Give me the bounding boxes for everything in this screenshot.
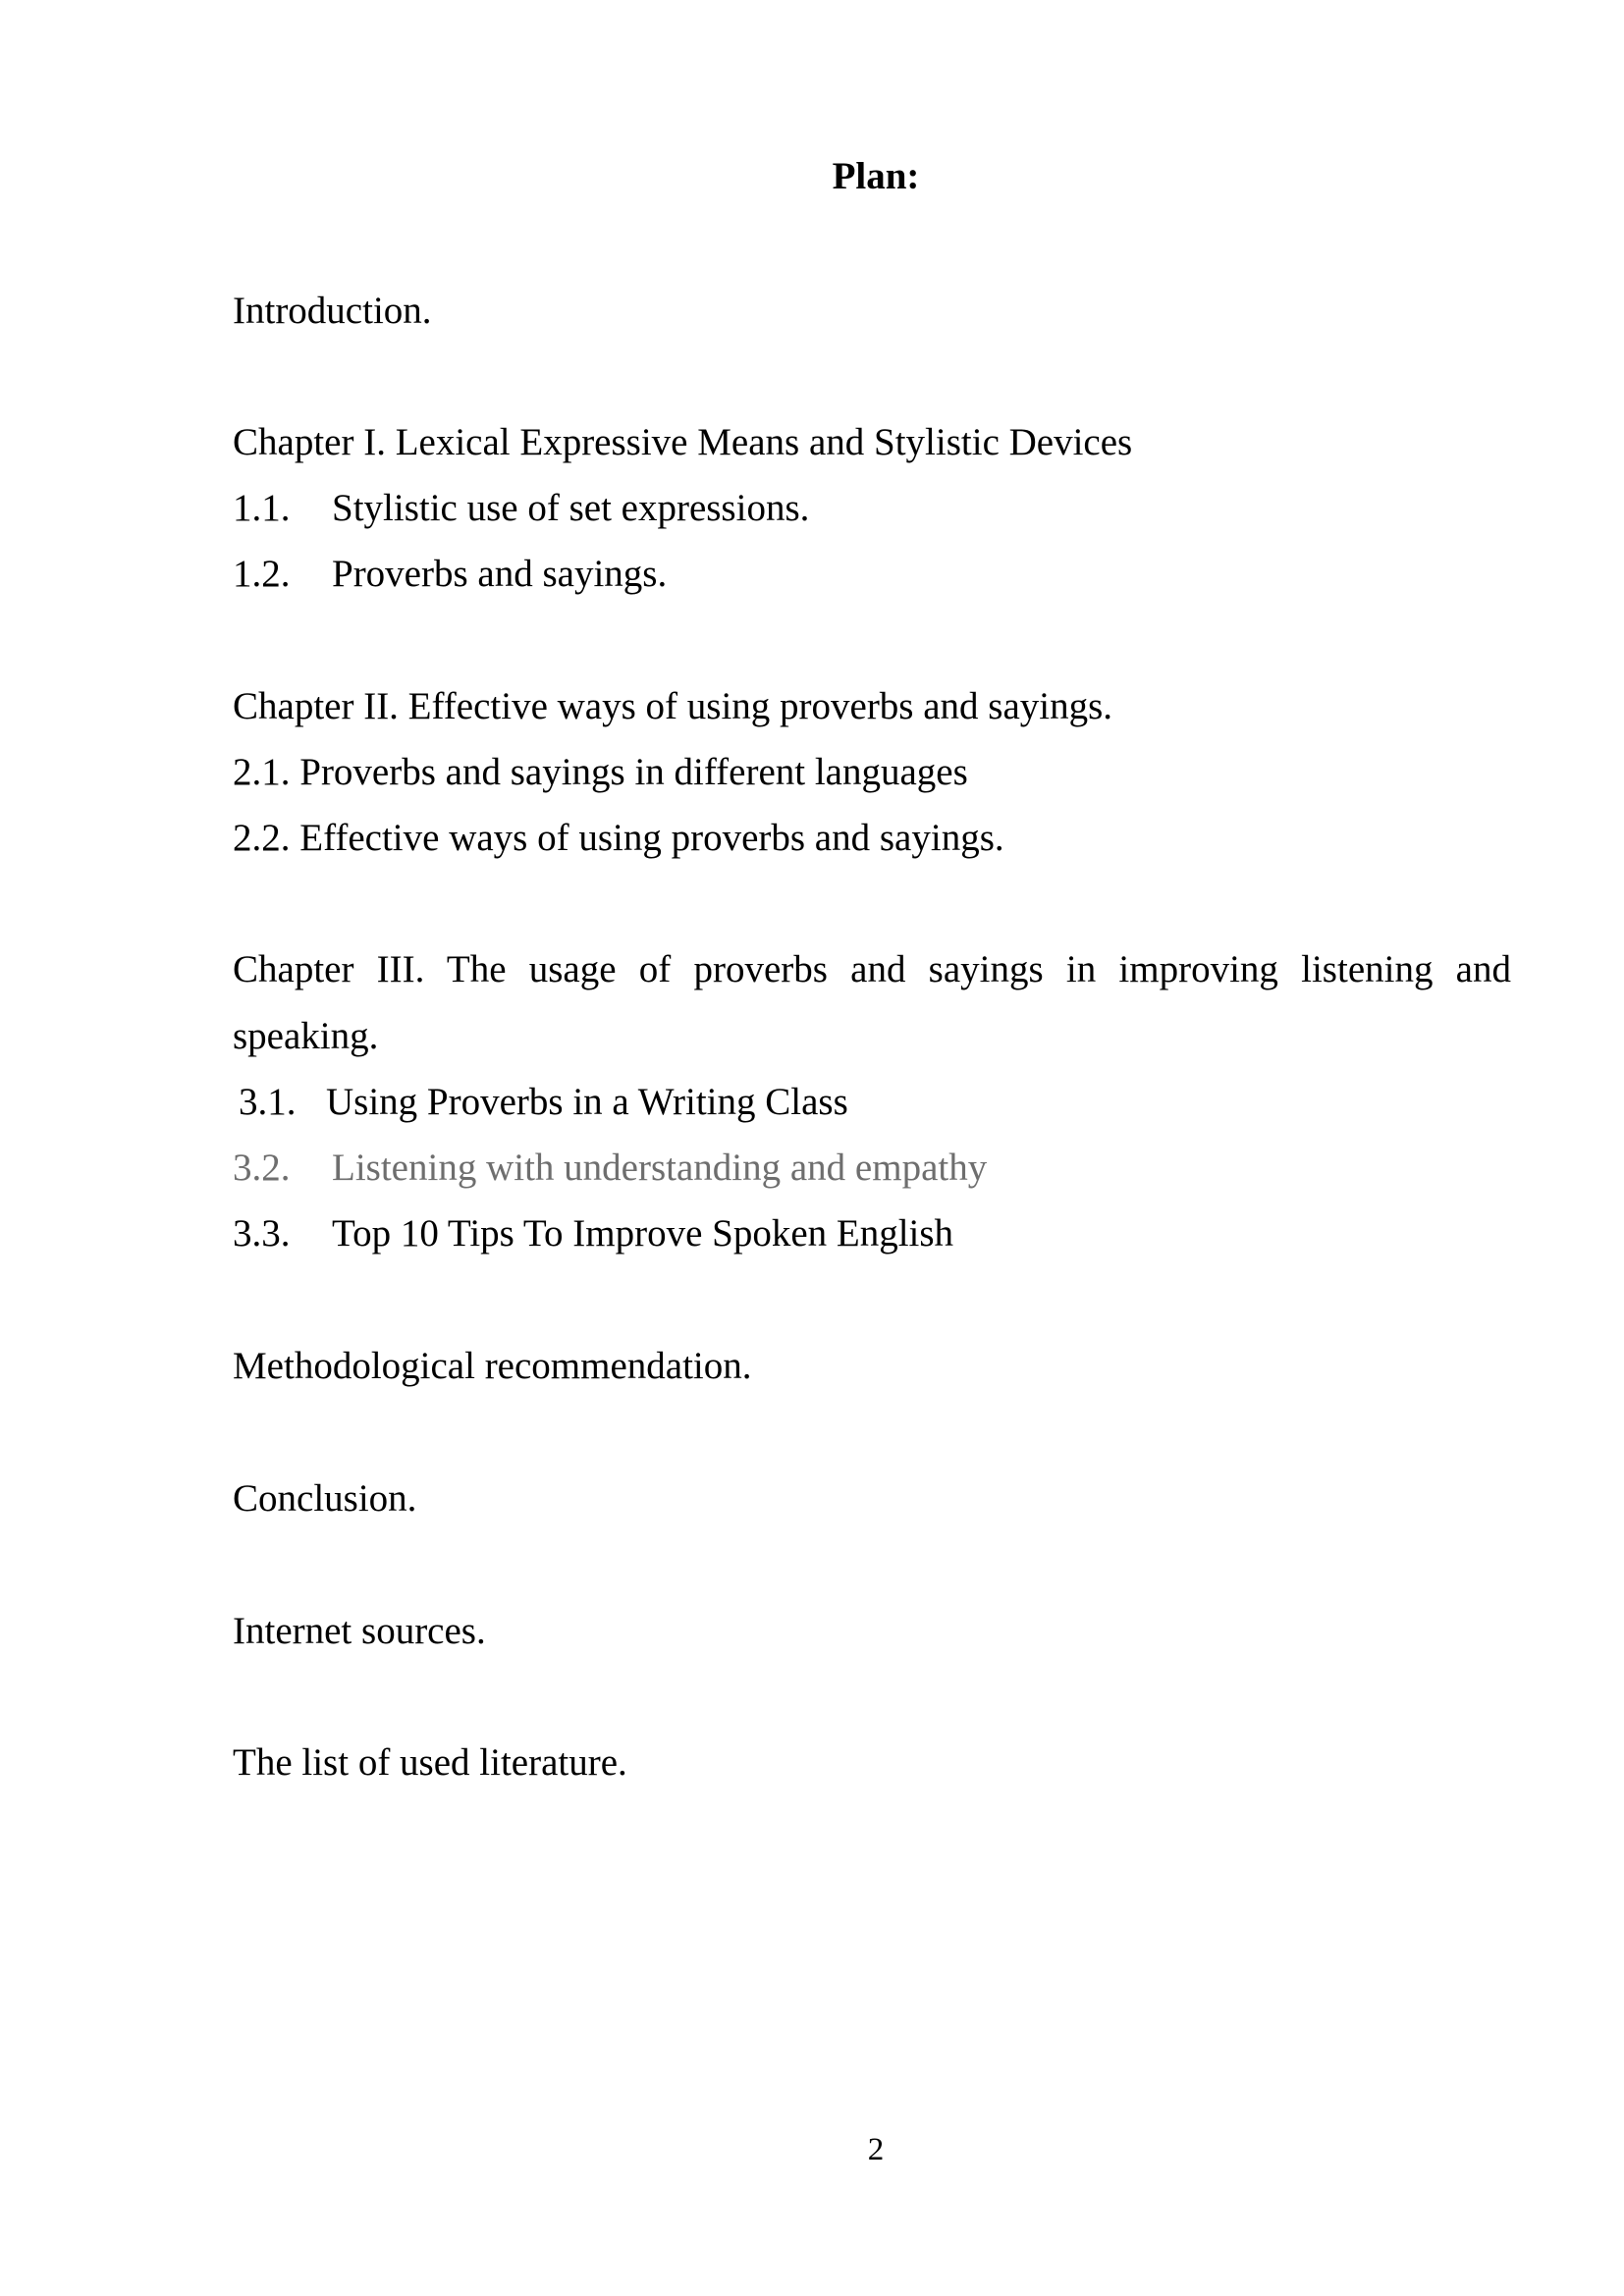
section-title: Top 10 Tips To Improve Spoken English	[332, 1212, 954, 1255]
section-title: Proverbs and sayings.	[332, 553, 668, 595]
introduction-entry: Introduction.	[233, 290, 432, 332]
plan-title: Plan:	[832, 155, 920, 197]
conclusion-entry: Conclusion.	[233, 1477, 417, 1520]
page-number: 2	[867, 2132, 885, 2167]
section-2-2: 2.2. Effective ways of using proverbs and sayings.	[233, 817, 1004, 859]
methodological-entry: Methodological recommendation.	[233, 1345, 752, 1387]
section-number: 1.1.	[233, 487, 291, 529]
section-number: 1.2.	[233, 553, 291, 595]
chapter-2-heading: Chapter II. Effective ways of using proverbs and sayings.	[233, 685, 1113, 727]
section-1-1	[233, 484, 809, 533]
section-3-3	[233, 1209, 953, 1258]
section-title: Stylistic use of set expressions.	[332, 487, 810, 529]
internet-sources-entry: Internet sources.	[233, 1610, 486, 1652]
section-title: Using Proverbs in a Writing Class	[326, 1081, 848, 1123]
section-3-2	[233, 1144, 987, 1193]
section-1-2	[233, 550, 667, 599]
chapter-3-heading: Chapter III. The usage of proverbs and sayings in improving listening and speaking.	[233, 948, 1511, 1057]
section-3-1	[239, 1078, 848, 1127]
section-title: Listening with understanding and empathy	[332, 1147, 988, 1189]
section-2-1: 2.1. Proverbs and sayings in different languages	[233, 751, 968, 793]
section-number: 3.3.	[233, 1212, 291, 1255]
literature-entry: The list of used literature.	[233, 1741, 627, 1784]
chapter-1-heading: Chapter I. Lexical Expressive Means and Stylistic Devices	[233, 421, 1133, 463]
section-number: 3.1.	[239, 1081, 297, 1123]
section-number: 3.2.	[233, 1147, 291, 1189]
